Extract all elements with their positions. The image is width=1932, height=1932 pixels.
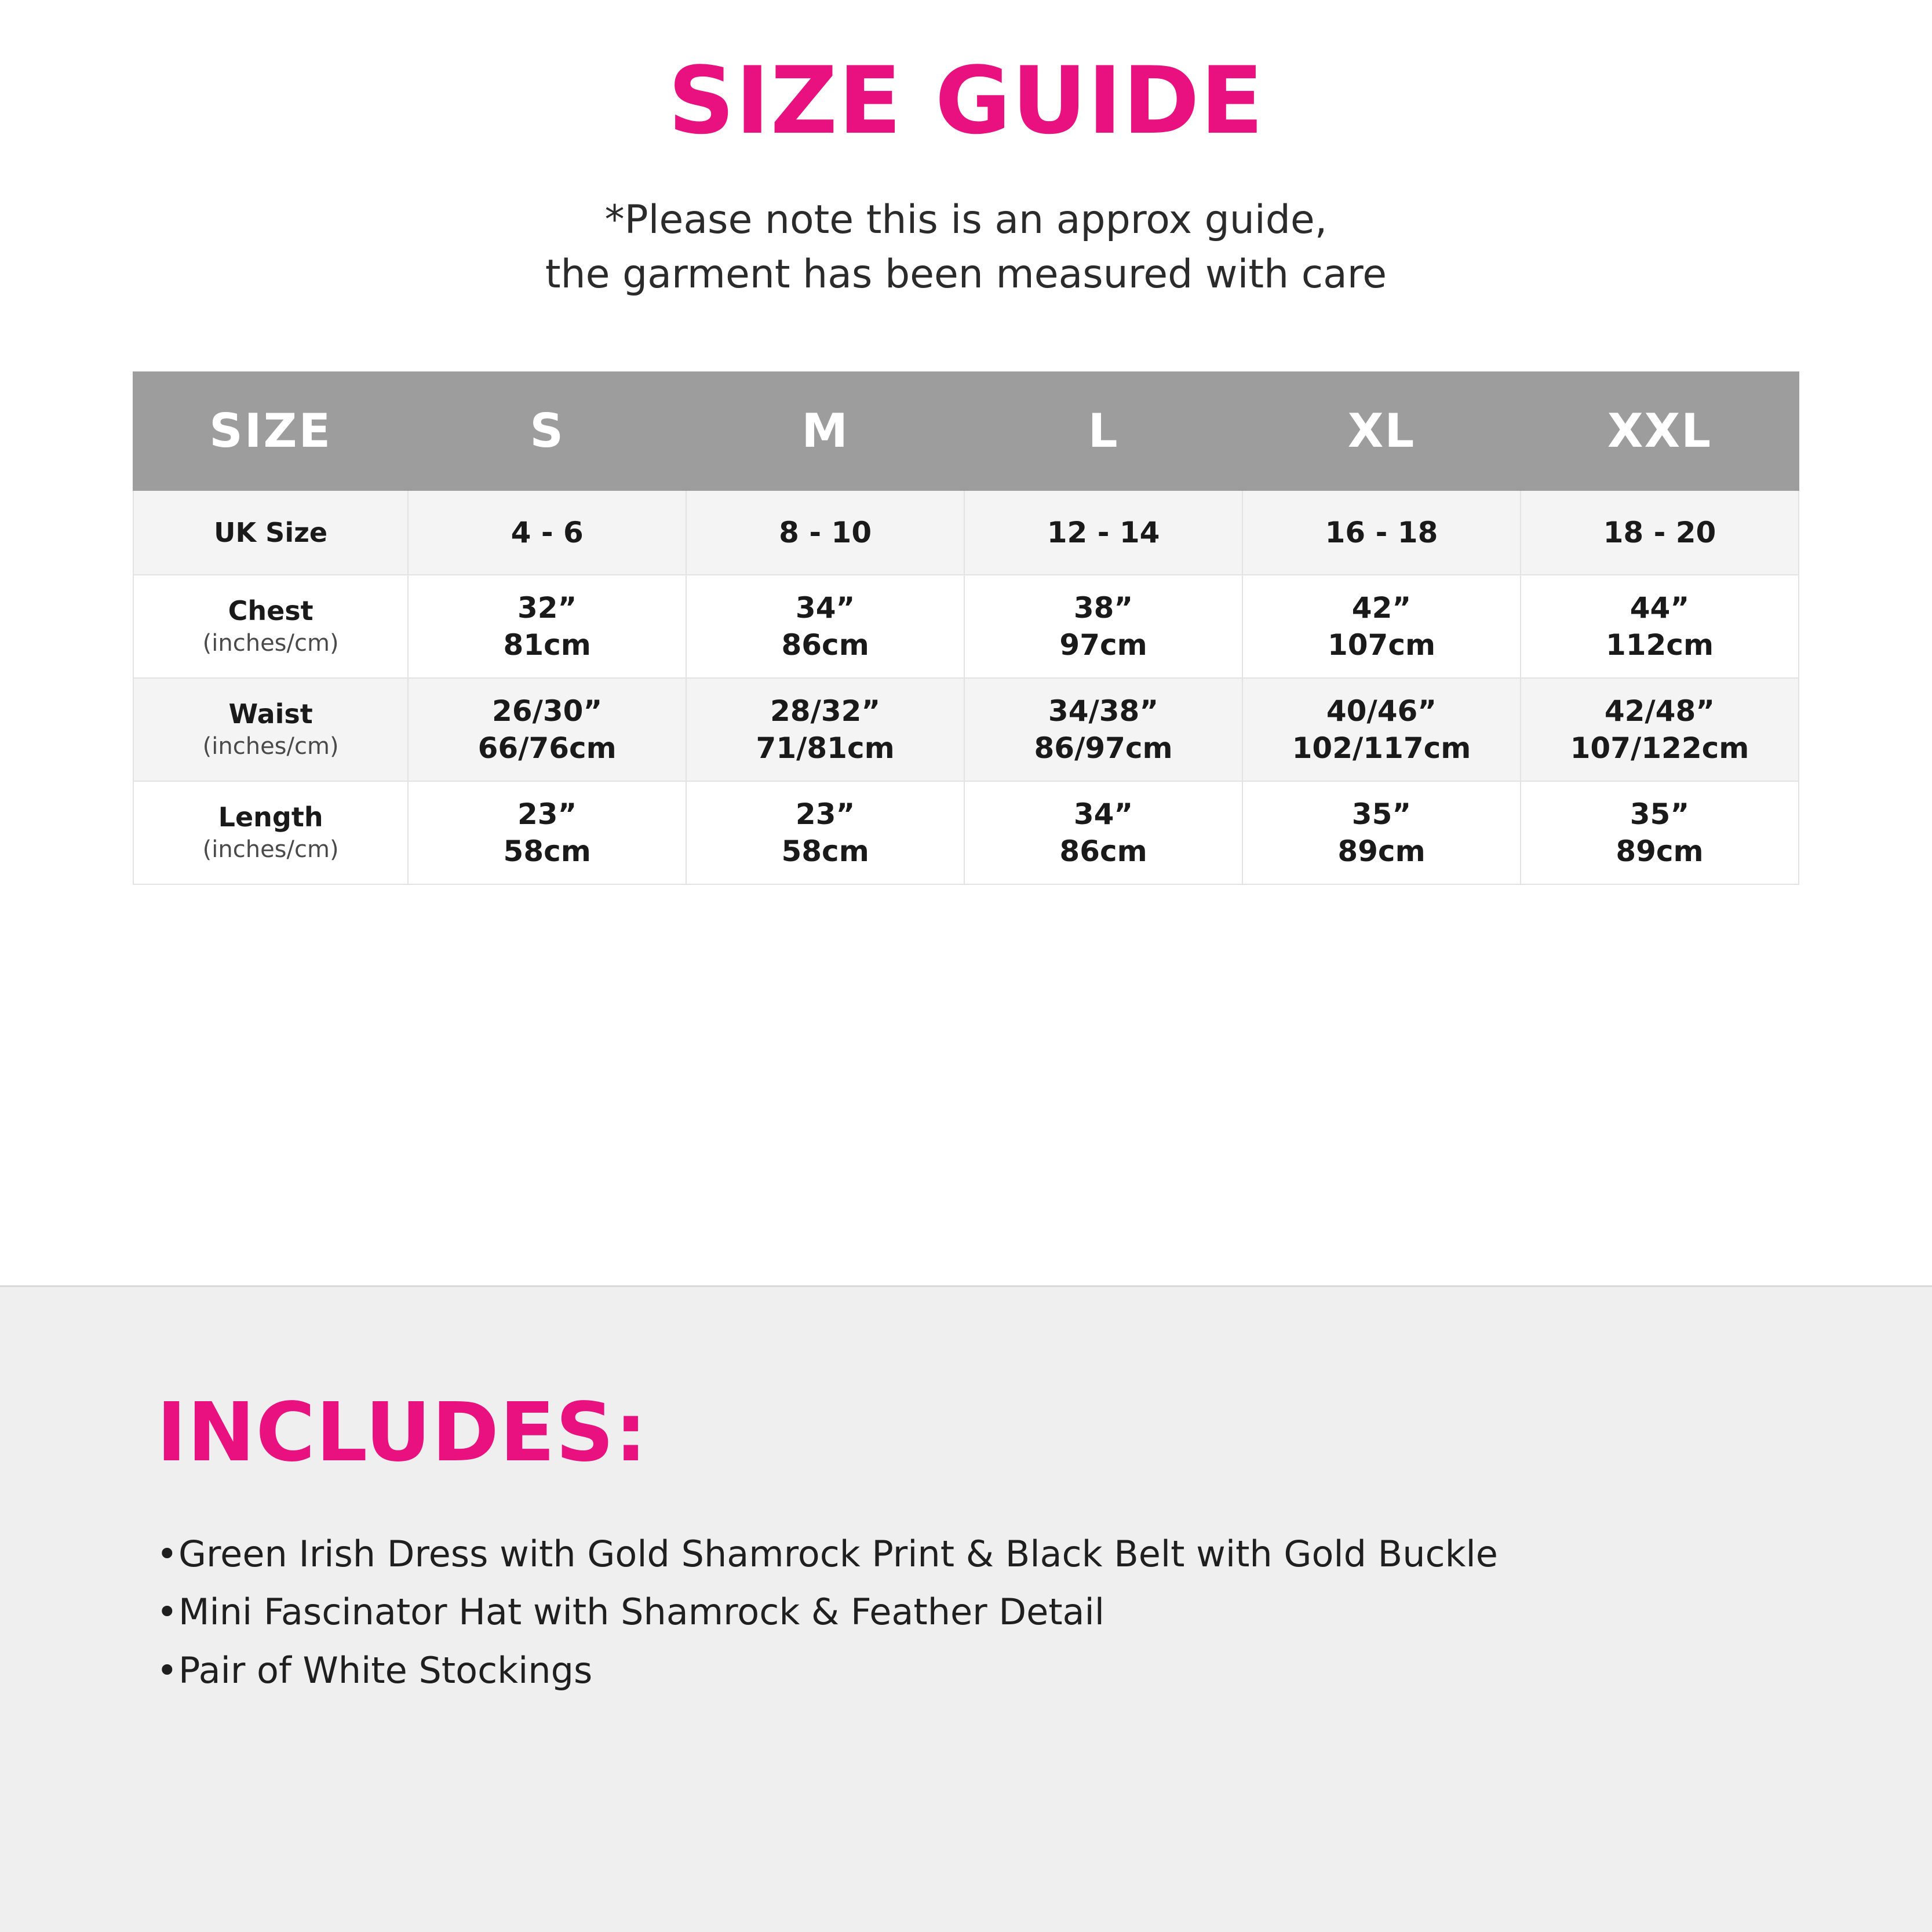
- row-label-uk-size: [133, 490, 408, 575]
- cell-secondary: 81cm: [503, 628, 591, 662]
- includes-title: INCLUDES:: [156, 1386, 648, 1480]
- table-row: [133, 678, 1799, 781]
- cell-waist-s: [408, 678, 686, 781]
- row-label-waist: [133, 678, 408, 781]
- cell-length-xl: [1242, 781, 1521, 884]
- cell-primary: 12 - 14: [1047, 515, 1160, 549]
- table-row: [133, 490, 1799, 575]
- size-table-body: [133, 490, 1799, 884]
- bullet-icon: •: [156, 1533, 178, 1575]
- cell-waist-l: [964, 678, 1242, 781]
- list-item-label: Mini Fascinator Hat with Shamrock & Feather Detail: [178, 1591, 1104, 1634]
- row-label-unit: (inches/cm): [202, 630, 339, 657]
- cell-primary: 18 - 20: [1603, 515, 1716, 549]
- list-item-label: Pair of White Stockings: [178, 1649, 593, 1692]
- cell-chest-l: [964, 575, 1242, 678]
- cell-chest-m: [686, 575, 964, 678]
- cell-uk-size-l: [964, 490, 1242, 575]
- column-header-xl: XL: [1242, 372, 1521, 490]
- cell-primary: 35”: [1630, 797, 1690, 831]
- note-line-1: *Please note this is an approx guide,: [604, 197, 1328, 243]
- cell-primary: 34”: [795, 590, 855, 625]
- cell-primary: 42/48”: [1604, 694, 1715, 728]
- cell-secondary: 107cm: [1327, 628, 1436, 662]
- table-row: [133, 575, 1799, 678]
- cell-chest-s: [408, 575, 686, 678]
- cell-length-xxl: [1521, 781, 1799, 884]
- cell-secondary: 86cm: [781, 628, 869, 662]
- cell-primary: 4 - 6: [511, 515, 584, 549]
- cell-chest-xl: [1242, 575, 1521, 678]
- bullet-icon: •: [156, 1649, 178, 1692]
- cell-primary: 16 - 18: [1325, 515, 1438, 549]
- cell-primary: 8 - 10: [779, 515, 872, 549]
- cell-uk-size-xxl: [1521, 490, 1799, 575]
- bullet-icon: •: [156, 1591, 178, 1634]
- row-label-text: Waist: [228, 698, 313, 730]
- cell-primary: 34/38”: [1048, 694, 1159, 728]
- cell-secondary: 66/76cm: [477, 731, 617, 765]
- cell-uk-size-s: [408, 490, 686, 575]
- cell-primary: 23”: [795, 797, 855, 831]
- cell-primary: 38”: [1073, 590, 1133, 625]
- cell-length-l: [964, 781, 1242, 884]
- approx-guide-note: [0, 193, 1932, 302]
- cell-waist-xxl: [1521, 678, 1799, 781]
- cell-primary: 35”: [1351, 797, 1412, 831]
- cell-primary: 40/46”: [1326, 694, 1437, 728]
- cell-primary: 44”: [1630, 590, 1690, 625]
- cell-primary: 26/30”: [492, 694, 603, 728]
- cell-secondary: 102/117cm: [1292, 731, 1471, 765]
- row-label-text: UK Size: [214, 516, 328, 548]
- cell-secondary: 112cm: [1605, 628, 1714, 662]
- table-header-row: [133, 372, 1799, 490]
- cell-secondary: 86cm: [1059, 834, 1147, 868]
- cell-waist-xl: [1242, 678, 1521, 781]
- size-table: [133, 371, 1799, 885]
- cell-chest-xxl: [1521, 575, 1799, 678]
- cell-length-s: [408, 781, 686, 884]
- cell-primary: 42”: [1351, 590, 1412, 625]
- row-label-unit: (inches/cm): [202, 733, 339, 760]
- column-header-l: L: [964, 372, 1242, 490]
- includes-list: [0, 1525, 1932, 1700]
- cell-secondary: 89cm: [1337, 834, 1426, 868]
- page-title: SIZE GUIDE: [668, 46, 1264, 155]
- cell-primary: 23”: [517, 797, 577, 831]
- note-line-2: the garment has been measured with care: [545, 251, 1387, 297]
- cell-secondary: 97cm: [1059, 628, 1147, 662]
- list-item-label: Green Irish Dress with Gold Shamrock Print & Black Belt with Gold Buckle: [178, 1533, 1498, 1575]
- row-label-unit: (inches/cm): [202, 836, 339, 863]
- row-label-chest: [133, 575, 408, 678]
- cell-secondary: 89cm: [1616, 834, 1704, 868]
- cell-uk-size-m: [686, 490, 964, 575]
- column-header-xxl: XXL: [1521, 372, 1799, 490]
- cell-primary: 34”: [1073, 797, 1133, 831]
- list-item: [156, 1583, 1932, 1641]
- size-table-container: [133, 371, 1799, 885]
- column-header-size: SIZE: [133, 372, 408, 490]
- cell-secondary: 71/81cm: [756, 731, 895, 765]
- cell-secondary: 107/122cm: [1570, 731, 1749, 765]
- cell-primary: 28/32”: [770, 694, 881, 728]
- row-label-text: Chest: [228, 595, 314, 627]
- list-item: [156, 1525, 1932, 1583]
- row-label-text: Length: [218, 801, 323, 833]
- includes-section: [0, 1285, 1932, 1932]
- row-label-length: [133, 781, 408, 884]
- list-item: [156, 1642, 1932, 1700]
- cell-waist-m: [686, 678, 964, 781]
- column-header-s: S: [408, 372, 686, 490]
- size-table-head: [133, 372, 1799, 490]
- cell-length-m: [686, 781, 964, 884]
- column-header-m: M: [686, 372, 964, 490]
- size-guide-header: [0, 0, 1932, 302]
- cell-primary: 32”: [517, 590, 577, 625]
- cell-secondary: 58cm: [503, 834, 591, 868]
- cell-secondary: 58cm: [781, 834, 869, 868]
- cell-secondary: 86/97cm: [1034, 731, 1173, 765]
- cell-uk-size-xl: [1242, 490, 1521, 575]
- table-row: [133, 781, 1799, 884]
